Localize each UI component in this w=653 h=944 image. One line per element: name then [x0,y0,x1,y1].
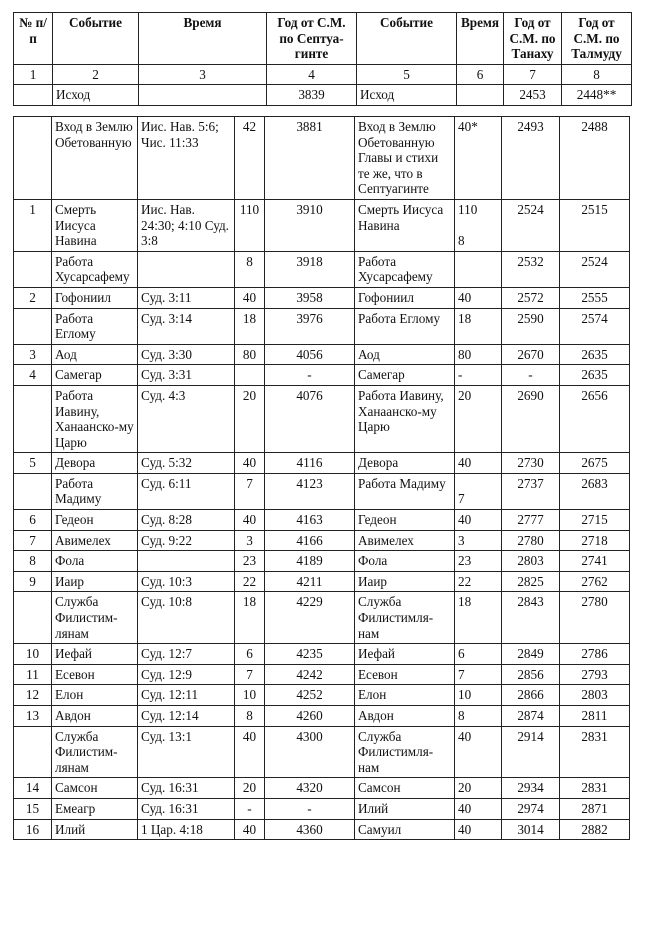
time-cell: 20 [235,778,265,799]
exodus-year-talmud: 2448** [562,85,632,106]
event2-cell: Самуил [355,819,455,840]
table-row [14,571,630,592]
year-septuagint-cell: 4260 [265,706,355,727]
event2-cell: Иефай [355,644,455,665]
row-number: 3 [14,344,52,365]
time-cell: 22 [235,571,265,592]
year-septuagint-cell: - [265,365,355,386]
event2-cell: Работа Иавину, Ханаанско-му Царю [355,385,455,452]
time2-cell: - [455,365,502,386]
year-tanakh-cell: 2730 [502,453,560,474]
year-tanakh-cell: 2670 [502,344,560,365]
column-number-row [14,64,632,85]
year-talmud-cell: 2811 [560,706,630,727]
colnum: 8 [562,64,632,85]
reference-cell: Суд. 16:31 [138,798,235,819]
event2-cell: Служба Филистимля-нам [355,592,455,644]
row-number: 7 [14,530,52,551]
year-tanakh-cell: 2825 [502,571,560,592]
colnum: 7 [504,64,562,85]
event-cell: Иефай [52,644,138,665]
event-cell: Есевон [52,664,138,685]
time-cell: 40 [235,287,265,308]
row-number: 14 [14,778,52,799]
year-talmud-cell: 2741 [560,551,630,572]
row-number: 13 [14,706,52,727]
col-year-talmud-header: Год от С.М. по Талмуду [562,13,632,65]
row-number [14,473,52,509]
year-septuagint-cell: 4189 [265,551,355,572]
col-year-septuagint-header: Год от С.М. по Септуа-гинте [267,13,357,65]
time-cell: 7 [235,664,265,685]
event2-cell: Авимелех [355,530,455,551]
reference-cell: Суд. 3:14 [138,308,235,344]
event2-cell: Работа Мадиму [355,473,455,509]
table-row [14,706,630,727]
year-septuagint-cell: 4211 [265,571,355,592]
row-number [14,385,52,452]
year-tanakh-cell: 2493 [502,117,560,200]
time2-cell: 80 [455,344,502,365]
time2-cell: 40 [455,819,502,840]
event2-cell: Самегар [355,365,455,386]
reference-cell: 1 Цар. 4:18 [138,819,235,840]
table-row [14,819,630,840]
table-row [14,510,630,531]
year-septuagint-cell: 4229 [265,592,355,644]
time2-cell: 23 [455,551,502,572]
reference-cell: Суд. 12:14 [138,706,235,727]
header-table [13,12,632,106]
year-tanakh-cell: 2914 [502,726,560,778]
col-event2-header: Событие [357,13,457,65]
time-cell: 23 [235,551,265,572]
row-number: 6 [14,510,52,531]
event-cell: Елон [52,685,138,706]
year-septuagint-cell: 4360 [265,819,355,840]
time2-cell: 6 [455,644,502,665]
year-tanakh-cell: 2803 [502,551,560,572]
col-num-header: № п/п [14,13,53,65]
year-septuagint-cell: 4242 [265,664,355,685]
colnum: 5 [357,64,457,85]
cell-empty [457,85,504,106]
year-septuagint-cell: 4056 [265,344,355,365]
event2-cell: Фола [355,551,455,572]
year-septuagint-cell: 3881 [265,117,355,200]
event-cell: Служба Филистим-лянам [52,726,138,778]
year-talmud-cell: 2871 [560,798,630,819]
time2-cell: 7 [455,473,502,509]
event2-cell: Гофониил [355,287,455,308]
chronology-rows [14,117,630,840]
row-number: 9 [14,571,52,592]
event-cell: Самегар [52,365,138,386]
time-cell: 110 [235,199,265,251]
row-number: 5 [14,453,52,474]
table-row [14,664,630,685]
event-cell: Самсон [52,778,138,799]
reference-cell: Суд. 3:11 [138,287,235,308]
time-cell: 8 [235,251,265,287]
row-number: 10 [14,644,52,665]
event-cell: Вход в Землю Обетованную [52,117,138,200]
year-tanakh-cell: 2874 [502,706,560,727]
row-number [14,726,52,778]
year-tanakh-cell: 3014 [502,819,560,840]
reference-cell: Суд. 3:30 [138,344,235,365]
year-tanakh-cell: 2849 [502,644,560,665]
year-tanakh-cell: 2866 [502,685,560,706]
time2-cell: 10 [455,685,502,706]
colnum: 2 [53,64,139,85]
table-row [14,530,630,551]
year-tanakh-cell: 2737 [502,473,560,509]
time-cell: 42 [235,117,265,200]
year-talmud-cell: 2762 [560,571,630,592]
event-cell: Работа Еглому [52,308,138,344]
time-cell: 80 [235,344,265,365]
time-cell: 40 [235,510,265,531]
year-talmud-cell: 2831 [560,726,630,778]
reference-cell: Суд. 9:22 [138,530,235,551]
event2-cell: Служба Филистимля-нам [355,726,455,778]
time2-cell: 8 [455,706,502,727]
exodus-event: Исход [53,85,139,106]
year-talmud-cell: 2882 [560,819,630,840]
table-row [14,199,630,251]
event2-cell: Есевон [355,664,455,685]
time-cell: 7 [235,473,265,509]
reference-cell: Суд. 4:3 [138,385,235,452]
event-cell: Емеагр [52,798,138,819]
reference-cell [138,551,235,572]
table-row [14,287,630,308]
table-row [14,778,630,799]
reference-cell: Суд. 8:28 [138,510,235,531]
event2-cell: Авдон [355,706,455,727]
event-cell: Аод [52,344,138,365]
year-septuagint-cell: 3918 [265,251,355,287]
reference-cell: Иис. Нав. 5:6; Чис. 11:33 [138,117,235,200]
year-tanakh-cell: 2524 [502,199,560,251]
row-number: 12 [14,685,52,706]
time2-cell: 20 [455,778,502,799]
reference-cell: Суд. 3:31 [138,365,235,386]
year-talmud-cell: 2715 [560,510,630,531]
cell-empty [139,85,267,106]
row-number: 15 [14,798,52,819]
col-time2-header: Время [457,13,504,65]
year-talmud-cell: 2786 [560,644,630,665]
event-cell: Фола [52,551,138,572]
table-row [14,251,630,287]
year-septuagint-cell: 3910 [265,199,355,251]
event-cell: Илий [52,819,138,840]
event-cell: Девора [52,453,138,474]
year-talmud-cell: 2718 [560,530,630,551]
table-row [14,685,630,706]
reference-cell: Иис. Нав. 24:30; 4:10 Суд. 3:8 [138,199,235,251]
reference-cell: Суд. 10:8 [138,592,235,644]
time-cell: 3 [235,530,265,551]
time-cell: 40 [235,819,265,840]
event-cell: Работа Хусарсафему [52,251,138,287]
table-row [14,473,630,509]
year-septuagint-cell: 4123 [265,473,355,509]
time-cell: 10 [235,685,265,706]
exodus-year-tanakh: 2453 [504,85,562,106]
reference-cell: Суд. 12:7 [138,644,235,665]
year-talmud-cell: 2574 [560,308,630,344]
table-row [14,798,630,819]
time2-cell: 18 [455,592,502,644]
row-number [14,308,52,344]
event-cell: Работа Мадиму [52,473,138,509]
year-septuagint-cell: 4252 [265,685,355,706]
time2-cell: 40 [455,287,502,308]
event-cell: Работа Иавину, Ханаанско-му Царю [52,385,138,452]
table-row [14,726,630,778]
exodus-event2: Исход [357,85,457,106]
year-septuagint-cell: - [265,798,355,819]
col-event-header: Событие [53,13,139,65]
table-row [14,117,630,200]
year-septuagint-cell: 3958 [265,287,355,308]
year-talmud-cell: 2793 [560,664,630,685]
year-talmud-cell: 2635 [560,344,630,365]
year-septuagint-cell: 4163 [265,510,355,531]
year-tanakh-cell: 2974 [502,798,560,819]
year-talmud-cell: 2635 [560,365,630,386]
table-row [14,385,630,452]
row-number [14,592,52,644]
reference-cell: Суд. 6:11 [138,473,235,509]
year-talmud-cell: 2803 [560,685,630,706]
time-cell: 18 [235,308,265,344]
year-tanakh-cell: 2690 [502,385,560,452]
reference-cell: Суд. 13:1 [138,726,235,778]
time-cell: 6 [235,644,265,665]
event2-cell: Аод [355,344,455,365]
colnum: 4 [267,64,357,85]
event2-cell: Гедеон [355,510,455,531]
event2-cell: Смерть Иисуса Навина [355,199,455,251]
year-tanakh-cell: 2843 [502,592,560,644]
time-cell: 40 [235,453,265,474]
row-number: 1 [14,199,52,251]
year-septuagint-cell: 4320 [265,778,355,799]
year-talmud-cell: 2780 [560,592,630,644]
year-septuagint-cell: 4116 [265,453,355,474]
time-cell [235,365,265,386]
year-talmud-cell: 2656 [560,385,630,452]
reference-cell: Суд. 12:9 [138,664,235,685]
time2-cell: 3 [455,530,502,551]
chronology-table [13,116,630,840]
event2-cell: Работа Хусарсафему [355,251,455,287]
time2-cell [455,251,502,287]
year-talmud-cell: 2524 [560,251,630,287]
reference-cell: Суд. 12:11 [138,685,235,706]
row-number: 11 [14,664,52,685]
year-septuagint-cell: 4076 [265,385,355,452]
row-number: 8 [14,551,52,572]
row-number: 16 [14,819,52,840]
year-septuagint-cell: 4300 [265,726,355,778]
time2-cell: 22 [455,571,502,592]
col-time-header: Время [139,13,267,65]
year-septuagint-cell: 4166 [265,530,355,551]
time2-cell: 40* [455,117,502,200]
row-number [14,251,52,287]
year-tanakh-cell: 2572 [502,287,560,308]
year-talmud-cell: 2488 [560,117,630,200]
year-tanakh-cell: 2780 [502,530,560,551]
time2-cell: 18 [455,308,502,344]
event2-cell: Елон [355,685,455,706]
time2-cell: 110 8 [455,199,502,251]
time2-cell: 7 [455,664,502,685]
exodus-year-septuagint: 3839 [267,85,357,106]
year-tanakh-cell: 2856 [502,664,560,685]
colnum: 6 [457,64,504,85]
colnum: 3 [139,64,267,85]
year-talmud-cell: 2515 [560,199,630,251]
time-cell: 18 [235,592,265,644]
event2-cell: Девора [355,453,455,474]
event2-cell: Иаир [355,571,455,592]
time-cell: - [235,798,265,819]
event2-cell: Самсон [355,778,455,799]
event-cell: Авимелех [52,530,138,551]
year-talmud-cell: 2831 [560,778,630,799]
reference-cell [138,251,235,287]
time2-cell: 40 [455,510,502,531]
time-cell: 40 [235,726,265,778]
header-row [14,13,632,65]
reference-cell: Суд. 16:31 [138,778,235,799]
time2-cell: 20 [455,385,502,452]
event-cell: Гофониил [52,287,138,308]
row-number [14,117,52,200]
cell-empty [14,85,53,106]
table-row [14,644,630,665]
year-tanakh-cell: 2777 [502,510,560,531]
exodus-row [14,85,632,106]
row-number: 4 [14,365,52,386]
event-cell: Служба Филистим-лянам [52,592,138,644]
reference-cell: Суд. 5:32 [138,453,235,474]
event2-cell: Илий [355,798,455,819]
year-septuagint-cell: 3976 [265,308,355,344]
year-talmud-cell: 2683 [560,473,630,509]
time-cell: 8 [235,706,265,727]
year-tanakh-cell: - [502,365,560,386]
table-row [14,453,630,474]
reference-cell: Суд. 10:3 [138,571,235,592]
event-cell: Иаир [52,571,138,592]
year-septuagint-cell: 4235 [265,644,355,665]
year-tanakh-cell: 2590 [502,308,560,344]
event2-cell: Вход в Землю Обетованную Главы и стихи те же, что в Септуагинте [355,117,455,200]
table-row [14,308,630,344]
table-row [14,344,630,365]
event-cell: Гедеон [52,510,138,531]
year-talmud-cell: 2555 [560,287,630,308]
table-row [14,365,630,386]
year-tanakh-cell: 2532 [502,251,560,287]
table-row [14,551,630,572]
event-cell: Авдон [52,706,138,727]
col-year-tanakh-header: Год от С.М. по Танаху [504,13,562,65]
year-talmud-cell: 2675 [560,453,630,474]
row-number: 2 [14,287,52,308]
time2-cell: 40 [455,726,502,778]
time2-cell: 40 [455,798,502,819]
event2-cell: Работа Еглому [355,308,455,344]
colnum: 1 [14,64,53,85]
time-cell: 20 [235,385,265,452]
event-cell: Смерть Иисуса Навина [52,199,138,251]
year-tanakh-cell: 2934 [502,778,560,799]
time2-cell: 40 [455,453,502,474]
table-row [14,592,630,644]
